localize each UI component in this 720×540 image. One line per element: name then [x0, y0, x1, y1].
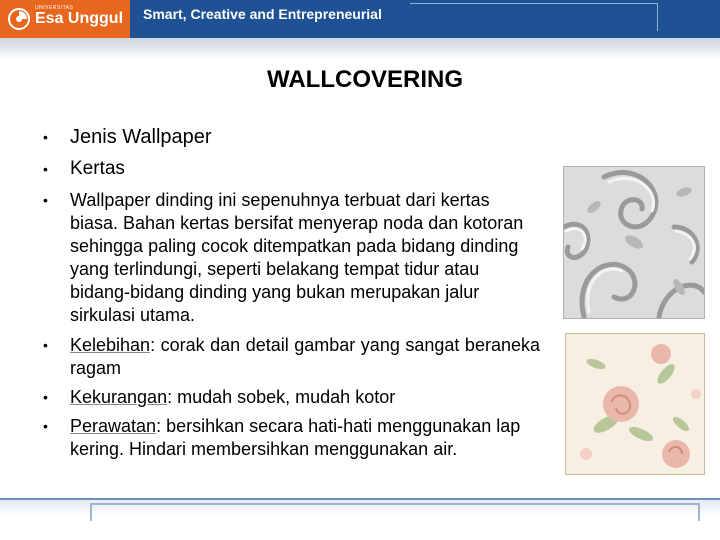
header-shadow: [0, 38, 720, 60]
bullet-glyph: •: [43, 161, 48, 177]
rose-pattern-graphic: [566, 334, 705, 475]
logo-subtitle: UNIVERSITAS: [35, 5, 74, 11]
bullet-glyph: •: [43, 129, 48, 145]
floral-rose-wallpaper-image: [565, 333, 705, 475]
bullet-glyph: •: [43, 192, 48, 208]
tagline: Smart, Creative and Entrepreneurial: [143, 6, 382, 22]
bullet-item: [43, 156, 540, 182]
grey-damask-wallpaper-image: [563, 166, 705, 319]
bullet-item: [43, 124, 540, 150]
damask-pattern-graphic: [564, 167, 705, 319]
logo-emblem-icon: [8, 8, 30, 30]
header-decoration: [410, 3, 658, 31]
bullet-text: : mudah sobek, mudah kotor: [167, 387, 396, 407]
bullet-item: [43, 415, 540, 461]
bullet-item: [43, 334, 540, 380]
bullet-glyph: •: [43, 418, 48, 434]
bullet-glyph: •: [43, 337, 48, 353]
logo-text: Esa Unggul: [35, 10, 124, 27]
bullet-text: Wallpaper dinding ini sepenuhnya terbuat dari kertas biasa. Bahan kertas bersifat menyerap noda dan kotoran sehingga paling cocok ditempatkan pada bidang dinding yang terlindungi, seperti belakang tempat tidur atau bidang-bidang dinding yang bukan merupakan jalur sirkulasi utama.: [70, 190, 524, 325]
bullet-label: Kekurangan: [70, 387, 168, 407]
bullet-text: Kertas: [70, 158, 125, 179]
bullet-glyph: •: [43, 389, 48, 405]
bullet-list: [43, 124, 540, 461]
slide-title: WALLCOVERING: [267, 66, 463, 93]
bullet-label: Perawatan: [70, 416, 157, 436]
bullet-label: Kelebihan: [70, 335, 151, 355]
bullet-text: : corak dan detail gambar yang sangat beraneka ragam: [70, 335, 540, 378]
header-band: [0, 0, 720, 38]
university-logo: [0, 0, 130, 38]
bullet-text: Jenis Wallpaper: [70, 126, 212, 148]
bullet-item: [43, 189, 540, 327]
bullet-text: : bersihkan secara hati-hati menggunakan lap kering. Hindari membersihkan menggunakan air.: [70, 416, 521, 459]
bullet-item: [43, 386, 540, 409]
footer-decoration: [90, 503, 700, 521]
